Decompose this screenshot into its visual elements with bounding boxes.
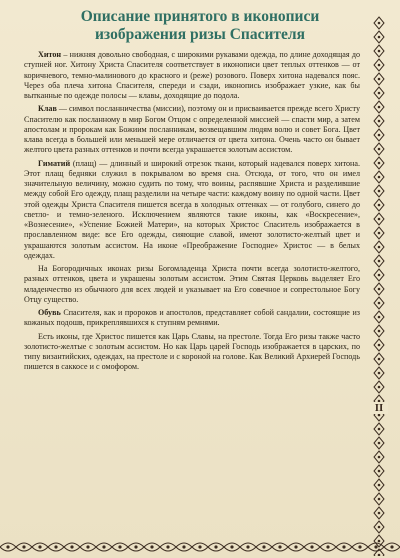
paragraph-chiton [24,50,360,101]
chapter-marker: II [370,402,388,414]
term-footwear: Обувь [38,308,61,317]
paragraph-text: На Богородичных иконах ризы Богомладенца Христа почти всегда золотисто-желтого, разных оттенков, цвета и украшены золотым ассистом. Этим Святая Церковь выделяет Его младенчество из обычного для всех людей и указывает на Его совечное и сопрестольное Богу Отцу существо. [24,264,360,304]
bottom-ornament-border [0,538,400,556]
page-heading [40,8,360,44]
term-himation: Гиматий [38,158,71,168]
article-body [24,50,360,376]
right-ornament-border [372,16,386,556]
paragraph-text: Спасителя, как и пророков и апостолов, представляет собой сандалии, состоящие из кожаных подошв, прикреплявшихся к ступням ремнями. [24,308,360,328]
paragraph-himation [24,159,360,262]
paragraph-footwear [24,308,360,329]
term-chiton: Хитон [38,50,62,59]
paragraph-text: – нижняя довольно свободная, с широкими рукавами одежда, по длине доходящая до ступней ног. Хитону Христа Спасителя соответствует в иконописи цвет теплых оттенков — от коричневого, темно-малинового до красного и (реже) розового. Поверх хитона надевался пояс. Через оба плеча хитона Спасителя, спереди и сзади, иконопись изображает узкие, как бы вытканные по одежде полосы — клавы, доходящие до подола. [24,50,360,100]
paragraph-clavus [24,104,360,155]
paragraph-text: (плащ) — длинный и широкий отрезок ткани, который надевался поверх хитона. Этот плащ бедняки служил в покрывалом во время сна. Отсюда, от того, что он имел значительную величину, можно судить по тому, что воины, распявшие Христа и разделившие между собой Его одежду, плащ разделили на четыре части: каждому воину по одной части. Цвет этой одежды Христа Спасителя пишется всегда в холодных оттенках — от голубого, синего до светло- и темно-зеленого. Исключением являются такие иконы, как «Воскресение», «Вознесение», «Успение Божией Матери», на которых Христос Спаситель изображается в прославленном виде: все Его одежды, сияющие славой, имеют золотисто-желтый цвет и украшаются золотым ассистом. На иконе «Преображение Господне» Христос — в белых одеждах. [24,158,360,260]
heading-line-1: Описание принятого в иконописи [80,8,320,25]
paragraph-king-of-glory [24,332,360,373]
heading-line-2: изображения ризы Спасителя [95,26,305,43]
paragraph-theotokos-icons [24,264,360,305]
paragraph-text: Есть иконы, где Христос пишется как Царь Славы, на престоле. Тогда Его ризы также часто золотисто-желтые с золотым ассистом. Но как Царь царей Господь изображается в царских, по типу византийских, одеждах, на престоле и с короной на голове. Как Великий Архиерей Господь пишется в саккосе и с омофором. [24,331,360,372]
paragraph-text: — символ посланничества (миссии), поэтому он и присваивается прежде всего Христу Спасителю как посланному в мир Богом Отцом с определенной миссией — спасти мир, а затем апостолам и пророкам как Божиим посланникам, возвещавшим людям волю и совет Бога. Цвет клава всегда в большей или меньшей мере отличается от цвета хитона. Очень часто он бывает желтого цвета разных оттенков и почти всегда украшается золотым ассистом. [24,104,360,155]
term-clavus: Клав [38,104,57,114]
